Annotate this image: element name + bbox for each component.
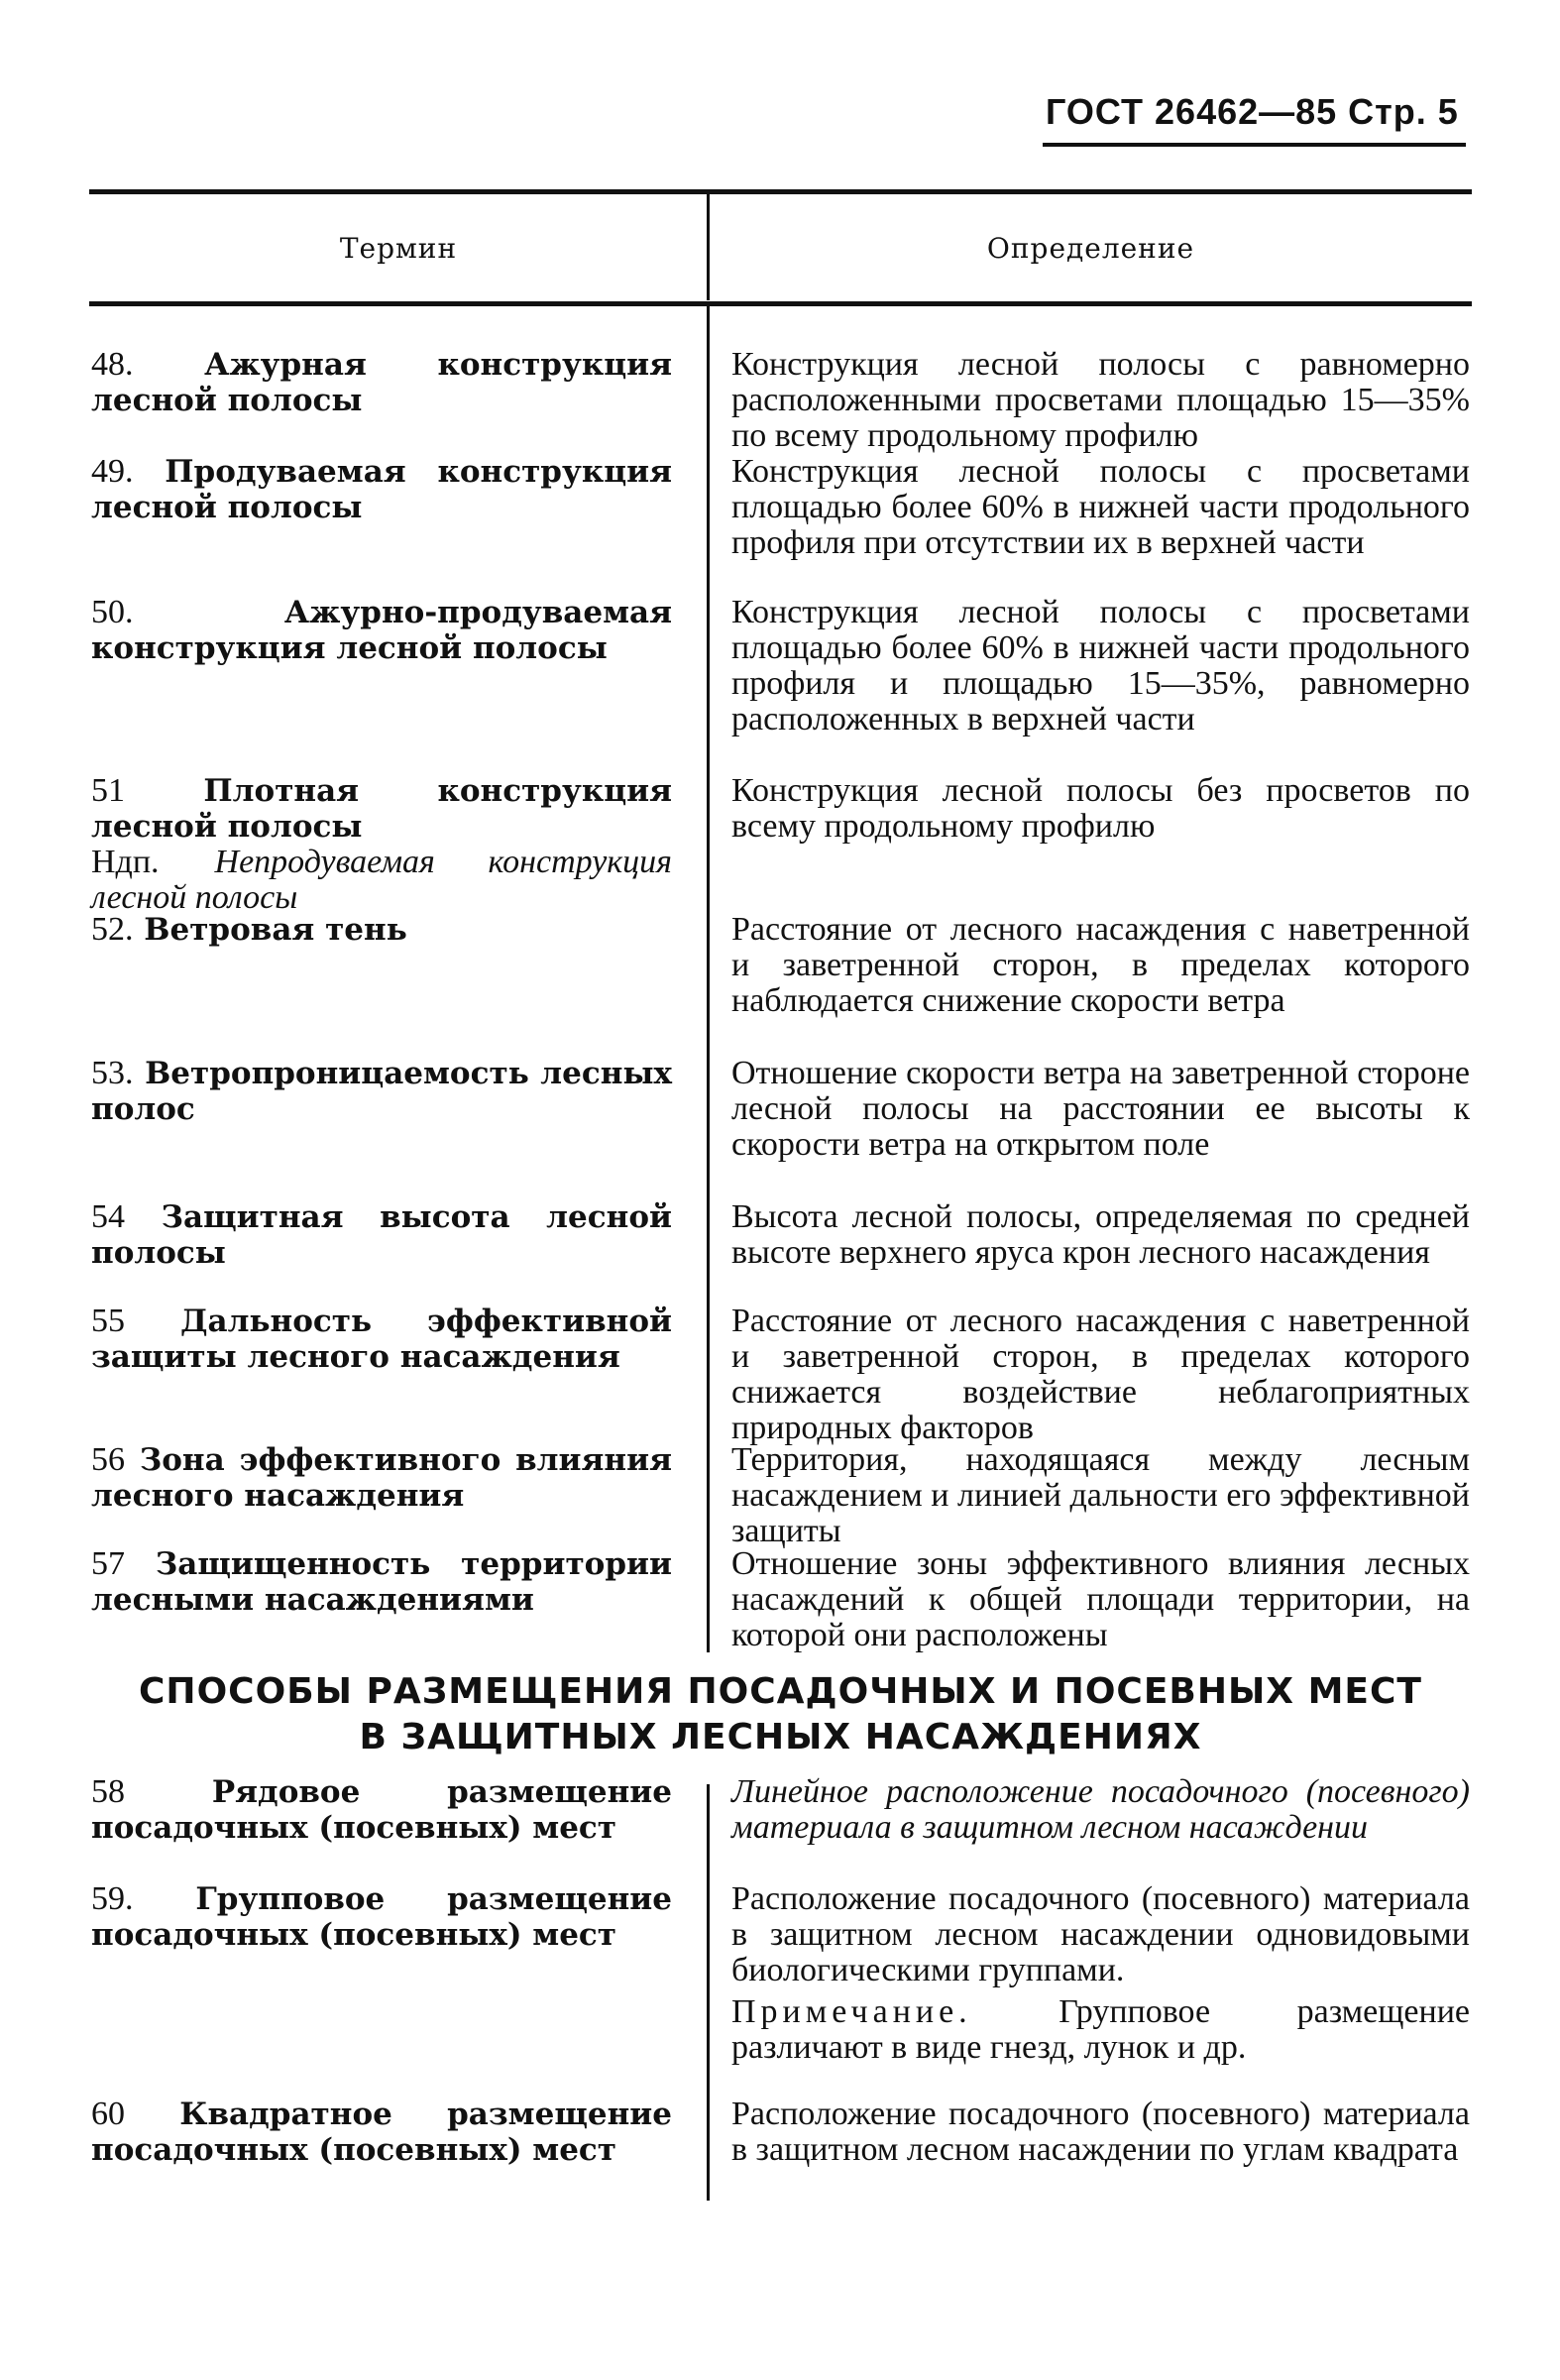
note-label: Примечание.	[731, 1993, 972, 2030]
column-header-term: Термин	[339, 232, 458, 265]
definition-cell: Расположение посадочного (посевного) материала в защитном лесном насаждении по углам квадрата	[731, 2096, 1470, 2168]
definition-cell: Отношение зоны эффективного влияния лесных насаждений к общей площади территории, на которой они расположены	[731, 1545, 1470, 1653]
section-heading-line1: СПОСОБЫ РАЗМЕЩЕНИЯ ПОСАДОЧНЫХ И ПОСЕВНЫХ МЕСТ	[139, 1671, 1422, 1712]
definition-cell	[731, 1881, 1470, 2066]
term-cell: 52. Ветровая тень	[91, 911, 407, 948]
term-cell: 53. Ветропроницаемость лесных полос	[91, 1055, 672, 1127]
term-cell: 51 Плотная конструкция лесной полосы Ндп. Непродуваемая конструкция лесной полосы	[91, 772, 673, 916]
section-heading	[89, 1669, 1472, 1760]
table-head-rule	[89, 301, 1472, 306]
definition-cell: Расстояние от лесного насаждения с наветренной и заветренной сторон, в пределах которого снижается воздействие неблагоприятных природных факторов	[731, 1303, 1470, 1446]
term-cell: 56 Зона эффективного влияния лесного насаждения	[91, 1441, 673, 1514]
table-top-rule	[89, 189, 1472, 194]
term-cell: 59. Групповое размещение посадочных (посевных) мест	[91, 1880, 672, 1953]
ndp-term: Непродуваемая конструкция лесной полосы	[91, 844, 672, 916]
page-header: ГОСТ 26462—85 Стр. 5	[1046, 91, 1459, 132]
definition-cell: Линейное расположение посадочного (посевного) материала в защитном лесном насаждении	[731, 1773, 1470, 1846]
column-divider	[707, 194, 710, 300]
term-cell: 58 Рядовое размещение посадочных (посевных) мест	[91, 1773, 673, 1846]
definition-cell: Конструкция лесной полосы с просветами площадью более 60% в нижней части продольного профиля при отсутствии их в верхней части	[731, 453, 1470, 561]
term-cell: 57 Защищенность территории лесными насаждениями	[91, 1545, 672, 1618]
definition-cell: Расстояние от лесного насаждения с наветренной и заветренной сторон, в пределах которого наблюдается снижение скорости ветра	[731, 911, 1470, 1019]
column-divider	[707, 1784, 710, 2201]
note-text: Групповое размещение различают в виде гнезд, лунок и др.	[731, 1993, 1470, 2066]
section-heading-line2: В ЗАЩИТНЫХ ЛЕСНЫХ НАСАЖДЕНИЯХ	[359, 1717, 1202, 1757]
column-header-definition: Определение	[986, 232, 1195, 265]
definition-text: Расположение посадочного (посевного) материала в защитном лесном насаждении одновидовыми биологическими группами.	[731, 1880, 1470, 1988]
definition-cell: Отношение скорости ветра на заветренной стороне лесной полосы на расстоянии ее высоты к скорости ветра на открытом поле	[731, 1055, 1470, 1163]
definition-cell: Конструкция лесной полосы с равномерно расположенными просветами площадью 15—35% по всему продольному профилю	[731, 346, 1470, 454]
term-cell: 55 Дальность эффективной защиты лесного насаждения	[91, 1303, 672, 1375]
term-cell: 50. Ажурно-продуваемая конструкция лесной полосы	[91, 594, 672, 666]
term-cell: 48. Ажурная конструкция лесной полосы	[91, 346, 672, 418]
definition-cell: Территория, находящаяся между лесным насаждением и линией дальности его эффективной защиты	[731, 1441, 1470, 1549]
term-cell: 60 Квадратное размещение посадочных (посевных) мест	[91, 2096, 672, 2168]
term-cell: 49. Продуваемая конструкция лесной полосы	[91, 453, 672, 525]
header-rule	[1043, 143, 1466, 147]
definition-cell: Высота лесной полосы, определяемая по средней высоте верхнего яруса крон лесного насаждения	[731, 1198, 1470, 1271]
definition-cell: Конструкция лесной полосы с просветами площадью более 60% в нижней части продольного профиля и площадью 15—35%, равномерно расположенных в верхней части	[731, 594, 1470, 737]
column-divider	[707, 306, 710, 1652]
term-cell: 54 Защитная высота лесной полосы	[91, 1198, 672, 1271]
note	[731, 1994, 1470, 2066]
ndp-label: Ндп.	[91, 844, 160, 880]
definition-cell: Конструкция лесной полосы без просветов по всему продольному профилю	[731, 772, 1470, 845]
